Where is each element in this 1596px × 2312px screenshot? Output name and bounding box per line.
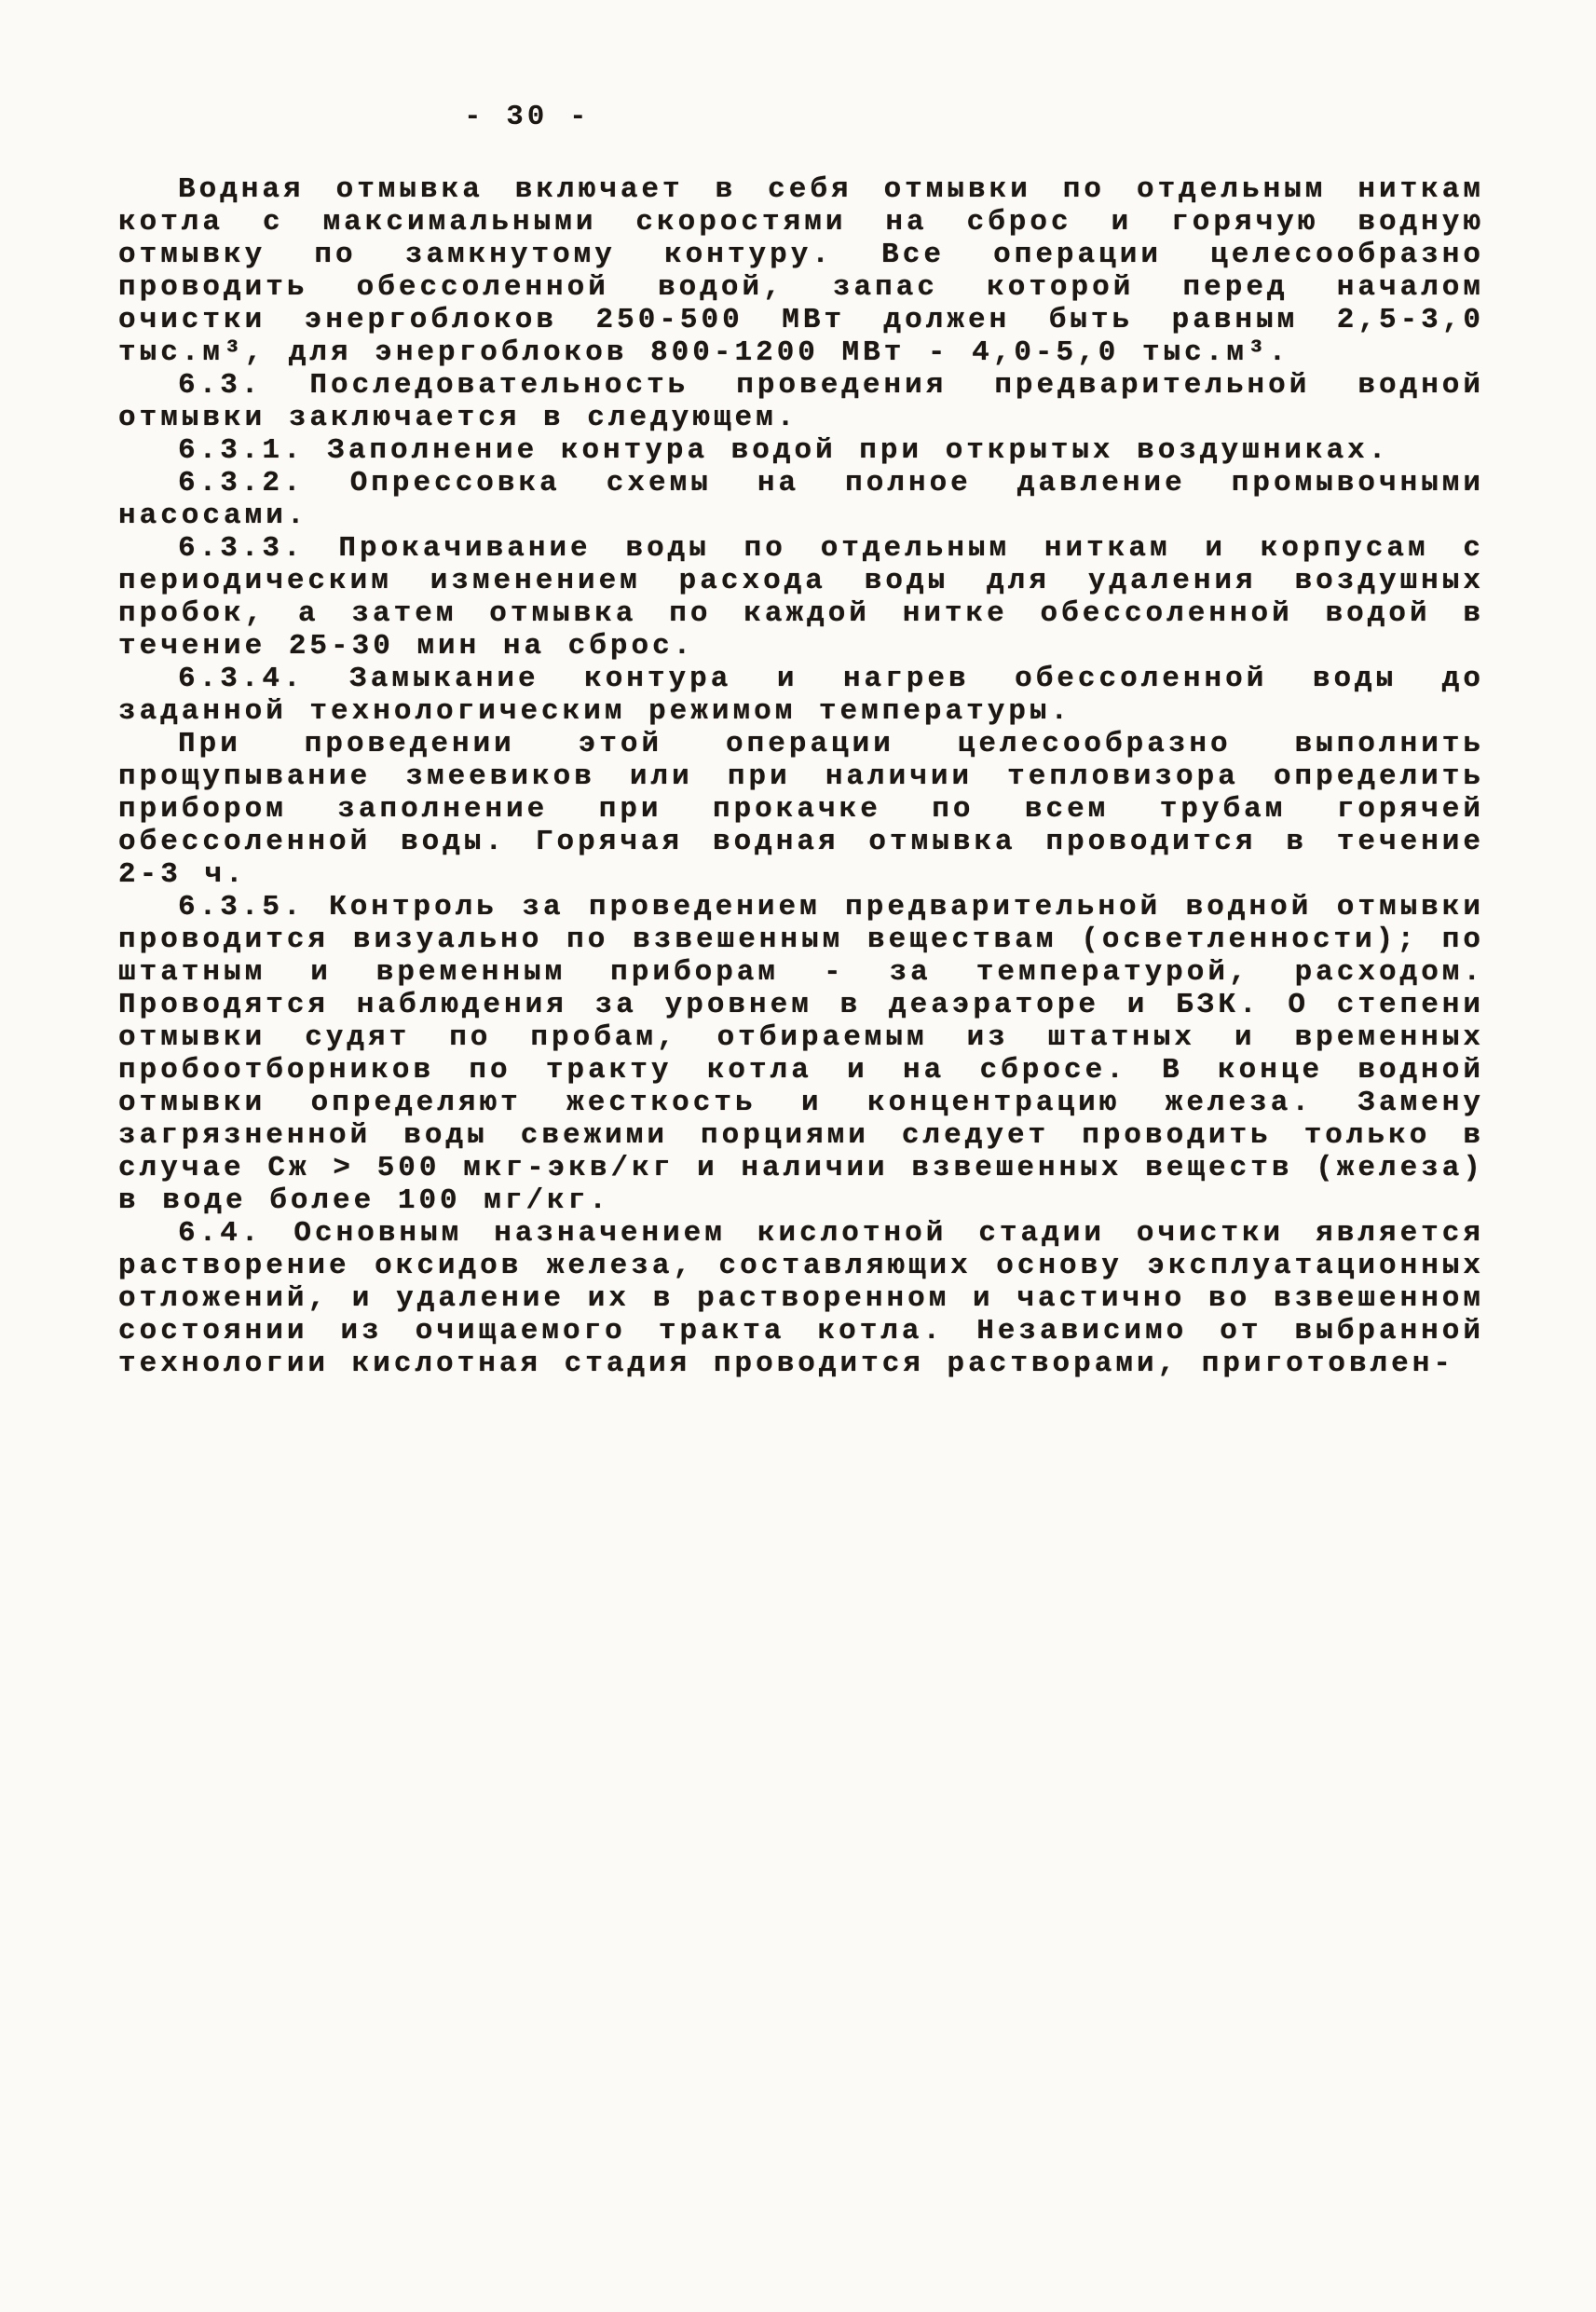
paragraph-intro-water-washing: Водная отмывка включает в себя отмывки по отдельным ниткам котла с максимальными скоростями на сброс и горячую водную отмывку по замкнутому контуру. Все операции целесообразно проводить обессоленной водой, запас которой перед началом очистки энергоблоков 250-500 МВт должен быть равным 2,5-3,0 тыс.м³, для энергоблоков 800-1200 МВт - 4,0-5,0 тыс.м³. — [118, 173, 1484, 369]
paragraph-item-6-3-3: 6.3.3. Прокачивание воды по отдельным ниткам и корпусам с периодическим изменением расхода воды для удаления воздушных пробок, а затем отмывка по каждой нитке обессоленной водой в течение 25-30 мин на сброс. — [118, 532, 1484, 663]
paragraph-item-6-3-2: 6.3.2. Опрессовка схемы на полное давление промывочными насосами. — [118, 467, 1484, 532]
paragraph-item-6-3-1: 6.3.1. Заполнение контура водой при открытых воздушниках. — [178, 434, 1390, 467]
paragraph-section-6-3: 6.3. Последовательность проведения предварительной водной отмывки заключается в следующем. — [118, 369, 1484, 434]
paragraph-item-6-3-4: 6.3.4. Замыкание контура и нагрев обессоленной воды до заданной технологическим режимом температуры. — [118, 663, 1484, 728]
page-number: - 30 - — [464, 101, 591, 133]
paragraph-section-6-4: 6.4. Основным назначением кислотной стадии очистки является растворение оксидов железа, составляющих основу эксплуатационных отложений, и удаление их в растворенном и частично во взвешенном состоянии из очищаемого тракта котла. Независимо от выбранной технологии кислотная стадия проводится растворами, приготовлен- — [118, 1217, 1484, 1380]
paragraph-item-6-3-5: 6.3.5. Контроль за проведением предварительной водной отмывки проводится визуально по взвешенным веществам (осветленности); по штатным и временным приборам - за температурой, расходом. Проводятся наблюдения за уровнем в деаэраторе и БЗК. О степени отмывки судят по пробам, отбираемым из штатных и временных пробоотборников по тракту котла и на сбросе. В конце водной отмывки определяют жесткость и концентрацию железа. Замену загрязненной воды свежими порциями следует проводить только в случае Сж > 500 мкг-экв/кг и наличии взвешенных веществ (железа) в воде более 100 мг/кг. — [118, 891, 1484, 1217]
paragraph-operation-note: При проведении этой операции целесообразно выполнить прощупывание змеевиков или при наличии тепловизора определить прибором заполнение при прокачке по всем трубам горячей обессоленной воды. Горячая водная отмывка проводится в течение 2-3 ч. — [118, 728, 1484, 891]
text-block — [118, 173, 1484, 1380]
